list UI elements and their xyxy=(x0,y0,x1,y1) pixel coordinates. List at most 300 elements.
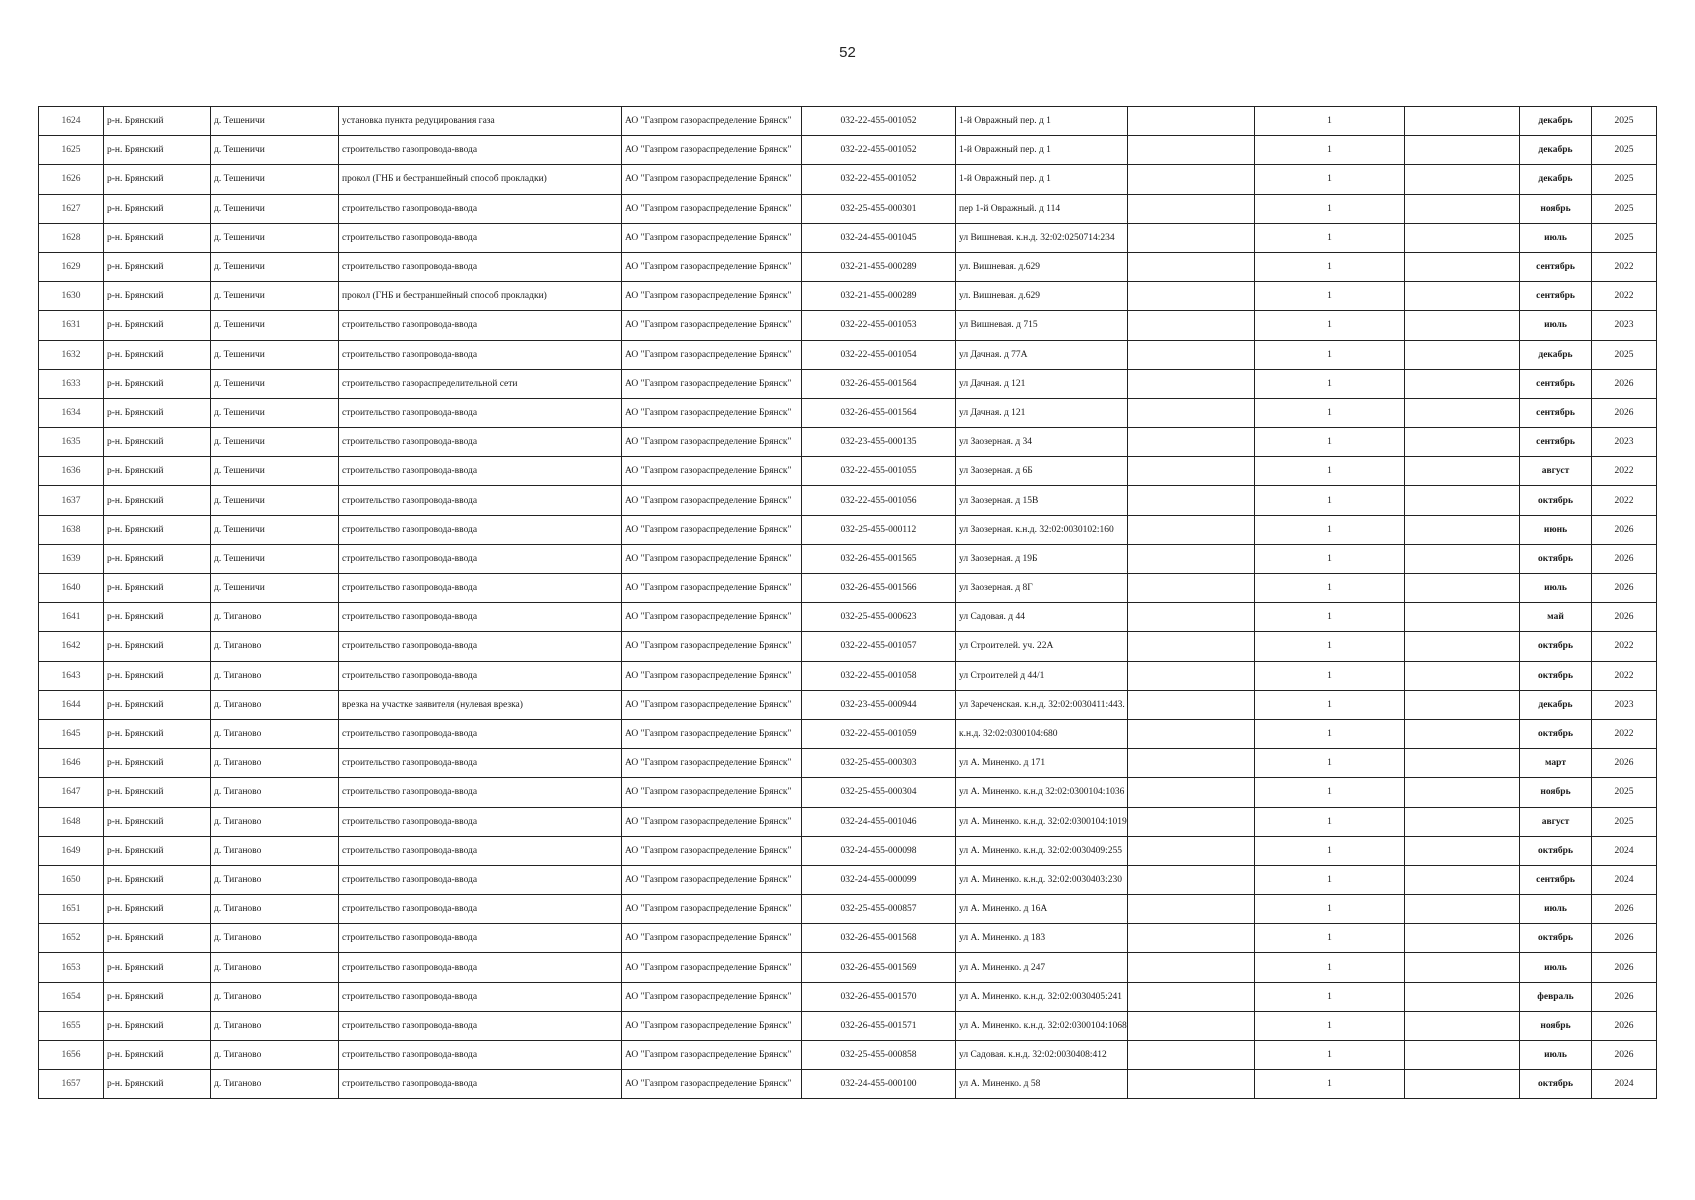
settlement-cell: д. Тиганово xyxy=(211,895,339,924)
settlement-cell: д. Тиганово xyxy=(211,836,339,865)
empty-cell xyxy=(1128,924,1255,953)
address-cell: ул Вишневая. к.н.д. 32:02:0250714:234 xyxy=(956,223,1128,252)
application-code-cell: 032-25-455-000858 xyxy=(802,1041,956,1070)
row-number: 1627 xyxy=(39,194,104,223)
empty-cell xyxy=(1405,603,1520,632)
empty-cell xyxy=(1405,369,1520,398)
settlement-cell: д. Тешеничи xyxy=(211,457,339,486)
empty-cell xyxy=(1128,1011,1255,1040)
empty-cell xyxy=(1405,282,1520,311)
address-cell: ул А. Миненко. к.н.д. 32:02:0300104:1019 xyxy=(956,807,1128,836)
district-cell: р-н. Брянский xyxy=(104,486,211,515)
empty-cell xyxy=(1128,194,1255,223)
work-type-cell: строительство газопровода-ввода xyxy=(339,311,622,340)
address-cell: ул Заозерная. д 6Б xyxy=(956,457,1128,486)
work-type-cell: строительство газопровода-ввода xyxy=(339,603,622,632)
settlement-cell: д. Тиганово xyxy=(211,719,339,748)
application-code-cell: 032-26-455-001570 xyxy=(802,982,956,1011)
year-cell: 2026 xyxy=(1592,953,1657,982)
quantity-cell: 1 xyxy=(1255,778,1405,807)
table-row xyxy=(39,223,1657,252)
quantity-cell: 1 xyxy=(1255,369,1405,398)
empty-cell xyxy=(1405,574,1520,603)
empty-cell xyxy=(1128,574,1255,603)
empty-cell xyxy=(1405,924,1520,953)
year-cell: 2026 xyxy=(1592,1041,1657,1070)
application-code-cell: 032-26-455-001566 xyxy=(802,574,956,603)
application-code-cell: 032-26-455-001568 xyxy=(802,924,956,953)
district-cell: р-н. Брянский xyxy=(104,544,211,573)
work-type-cell: строительство газопровода-ввода xyxy=(339,136,622,165)
work-type-cell: строительство газопровода-ввода xyxy=(339,252,622,281)
month-cell: декабрь xyxy=(1520,107,1592,136)
work-type-cell: строительство газопровода-ввода xyxy=(339,836,622,865)
quantity-cell: 1 xyxy=(1255,136,1405,165)
district-cell: р-н. Брянский xyxy=(104,749,211,778)
address-cell: ул. Вишневая. д.629 xyxy=(956,282,1128,311)
district-cell: р-н. Брянский xyxy=(104,836,211,865)
quantity-cell: 1 xyxy=(1255,603,1405,632)
settlement-cell: д. Тиганово xyxy=(211,1070,339,1099)
address-cell: ул Строителей д 44/1 xyxy=(956,661,1128,690)
row-number: 1642 xyxy=(39,632,104,661)
table-row xyxy=(39,457,1657,486)
empty-cell xyxy=(1128,340,1255,369)
application-code-cell: 032-23-455-000135 xyxy=(802,428,956,457)
quantity-cell: 1 xyxy=(1255,924,1405,953)
organization-cell: АО "Газпром газораспределение Брянск" xyxy=(622,136,802,165)
work-type-cell: строительство газопровода-ввода xyxy=(339,719,622,748)
district-cell: р-н. Брянский xyxy=(104,632,211,661)
district-cell: р-н. Брянский xyxy=(104,428,211,457)
work-type-cell: строительство газопровода-ввода xyxy=(339,661,622,690)
empty-cell xyxy=(1128,807,1255,836)
month-cell: октябрь xyxy=(1520,632,1592,661)
quantity-cell: 1 xyxy=(1255,428,1405,457)
year-cell: 2023 xyxy=(1592,690,1657,719)
empty-cell xyxy=(1405,778,1520,807)
row-number: 1637 xyxy=(39,486,104,515)
organization-cell: АО "Газпром газораспределение Брянск" xyxy=(622,223,802,252)
organization-cell: АО "Газпром газораспределение Брянск" xyxy=(622,924,802,953)
settlement-cell: д. Тешеничи xyxy=(211,428,339,457)
table-body xyxy=(39,107,1657,1099)
empty-cell xyxy=(1405,982,1520,1011)
empty-cell xyxy=(1405,486,1520,515)
settlement-cell: д. Тиганово xyxy=(211,953,339,982)
empty-cell xyxy=(1128,165,1255,194)
quantity-cell: 1 xyxy=(1255,515,1405,544)
row-number: 1654 xyxy=(39,982,104,1011)
empty-cell xyxy=(1405,457,1520,486)
district-cell: р-н. Брянский xyxy=(104,865,211,894)
address-cell: к.н.д. 32:02:0300104:680 xyxy=(956,719,1128,748)
month-cell: сентябрь xyxy=(1520,252,1592,281)
year-cell: 2026 xyxy=(1592,749,1657,778)
address-cell: ул А. Миненко. к.н.д. 32:02:0300104:1068 xyxy=(956,1011,1128,1040)
empty-cell xyxy=(1128,398,1255,427)
settlement-cell: д. Тиганово xyxy=(211,749,339,778)
quantity-cell: 1 xyxy=(1255,1011,1405,1040)
settlement-cell: д. Тешеничи xyxy=(211,223,339,252)
page-number: 52 xyxy=(839,44,856,61)
district-cell: р-н. Брянский xyxy=(104,252,211,281)
quantity-cell: 1 xyxy=(1255,223,1405,252)
month-cell: февраль xyxy=(1520,982,1592,1011)
empty-cell xyxy=(1128,865,1255,894)
empty-cell xyxy=(1405,807,1520,836)
empty-cell xyxy=(1405,340,1520,369)
settlement-cell: д. Тиганово xyxy=(211,778,339,807)
table-row xyxy=(39,836,1657,865)
quantity-cell: 1 xyxy=(1255,953,1405,982)
organization-cell: АО "Газпром газораспределение Брянск" xyxy=(622,574,802,603)
row-number: 1631 xyxy=(39,311,104,340)
settlement-cell: д. Тиганово xyxy=(211,661,339,690)
empty-cell xyxy=(1128,603,1255,632)
quantity-cell: 1 xyxy=(1255,632,1405,661)
organization-cell: АО "Газпром газораспределение Брянск" xyxy=(622,632,802,661)
year-cell: 2026 xyxy=(1592,603,1657,632)
empty-cell xyxy=(1405,719,1520,748)
row-number: 1625 xyxy=(39,136,104,165)
organization-cell: АО "Газпром газораспределение Брянск" xyxy=(622,194,802,223)
month-cell: октябрь xyxy=(1520,836,1592,865)
table-row xyxy=(39,778,1657,807)
row-number: 1651 xyxy=(39,895,104,924)
empty-cell xyxy=(1405,865,1520,894)
address-cell: 1-й Овражный пер. д 1 xyxy=(956,165,1128,194)
empty-cell xyxy=(1128,252,1255,281)
address-cell: 1-й Овражный пер. д 1 xyxy=(956,107,1128,136)
month-cell: декабрь xyxy=(1520,340,1592,369)
settlement-cell: д. Тешеничи xyxy=(211,136,339,165)
application-code-cell: 032-22-455-001058 xyxy=(802,661,956,690)
application-code-cell: 032-24-455-000098 xyxy=(802,836,956,865)
application-code-cell: 032-24-455-000099 xyxy=(802,865,956,894)
empty-cell xyxy=(1405,690,1520,719)
table-row xyxy=(39,252,1657,281)
application-code-cell: 032-26-455-001571 xyxy=(802,1011,956,1040)
year-cell: 2023 xyxy=(1592,428,1657,457)
row-number: 1656 xyxy=(39,1041,104,1070)
quantity-cell: 1 xyxy=(1255,282,1405,311)
empty-cell xyxy=(1405,398,1520,427)
quantity-cell: 1 xyxy=(1255,486,1405,515)
quantity-cell: 1 xyxy=(1255,252,1405,281)
row-number: 1629 xyxy=(39,252,104,281)
work-type-cell: установка пункта редуцирования газа xyxy=(339,107,622,136)
table-row xyxy=(39,749,1657,778)
year-cell: 2026 xyxy=(1592,544,1657,573)
month-cell: сентябрь xyxy=(1520,282,1592,311)
empty-cell xyxy=(1128,1070,1255,1099)
row-number: 1641 xyxy=(39,603,104,632)
settlement-cell: д. Тешеничи xyxy=(211,486,339,515)
organization-cell: АО "Газпром газораспределение Брянск" xyxy=(622,690,802,719)
organization-cell: АО "Газпром газораспределение Брянск" xyxy=(622,1070,802,1099)
application-code-cell: 032-23-455-000944 xyxy=(802,690,956,719)
district-cell: р-н. Брянский xyxy=(104,340,211,369)
year-cell: 2025 xyxy=(1592,107,1657,136)
organization-cell: АО "Газпром газораспределение Брянск" xyxy=(622,836,802,865)
quantity-cell: 1 xyxy=(1255,719,1405,748)
work-type-cell: строительство газопровода-ввода xyxy=(339,486,622,515)
organization-cell: АО "Газпром газораспределение Брянск" xyxy=(622,107,802,136)
application-code-cell: 032-22-455-001052 xyxy=(802,136,956,165)
district-cell: р-н. Брянский xyxy=(104,457,211,486)
empty-cell xyxy=(1128,369,1255,398)
empty-cell xyxy=(1405,428,1520,457)
quantity-cell: 1 xyxy=(1255,544,1405,573)
address-cell: ул Строителей. уч. 22А xyxy=(956,632,1128,661)
table-row xyxy=(39,515,1657,544)
application-code-cell: 032-24-455-000100 xyxy=(802,1070,956,1099)
organization-cell: АО "Газпром газораспределение Брянск" xyxy=(622,778,802,807)
work-type-cell: врезка на участке заявителя (нулевая врезка) xyxy=(339,690,622,719)
quantity-cell: 1 xyxy=(1255,398,1405,427)
row-number: 1653 xyxy=(39,953,104,982)
quantity-cell: 1 xyxy=(1255,311,1405,340)
district-cell: р-н. Брянский xyxy=(104,603,211,632)
empty-cell xyxy=(1405,107,1520,136)
application-code-cell: 032-25-455-000303 xyxy=(802,749,956,778)
month-cell: октябрь xyxy=(1520,719,1592,748)
month-cell: июль xyxy=(1520,895,1592,924)
month-cell: август xyxy=(1520,807,1592,836)
district-cell: р-н. Брянский xyxy=(104,311,211,340)
organization-cell: АО "Газпром газораспределение Брянск" xyxy=(622,1011,802,1040)
application-code-cell: 032-26-455-001569 xyxy=(802,953,956,982)
empty-cell xyxy=(1128,719,1255,748)
quantity-cell: 1 xyxy=(1255,457,1405,486)
district-cell: р-н. Брянский xyxy=(104,807,211,836)
organization-cell: АО "Газпром газораспределение Брянск" xyxy=(622,603,802,632)
address-cell: ул А. Миненко. д 247 xyxy=(956,953,1128,982)
empty-cell xyxy=(1128,953,1255,982)
row-number: 1630 xyxy=(39,282,104,311)
work-type-cell: строительство газопровода-ввода xyxy=(339,632,622,661)
year-cell: 2022 xyxy=(1592,282,1657,311)
row-number: 1624 xyxy=(39,107,104,136)
organization-cell: АО "Газпром газораспределение Брянск" xyxy=(622,865,802,894)
organization-cell: АО "Газпром газораспределение Брянск" xyxy=(622,895,802,924)
application-code-cell: 032-26-455-001564 xyxy=(802,398,956,427)
settlement-cell: д. Тиганово xyxy=(211,982,339,1011)
empty-cell xyxy=(1405,749,1520,778)
empty-cell xyxy=(1405,1041,1520,1070)
organization-cell: АО "Газпром газораспределение Брянск" xyxy=(622,661,802,690)
row-number: 1633 xyxy=(39,369,104,398)
row-number: 1657 xyxy=(39,1070,104,1099)
table-row xyxy=(39,1070,1657,1099)
district-cell: р-н. Брянский xyxy=(104,136,211,165)
empty-cell xyxy=(1405,223,1520,252)
quantity-cell: 1 xyxy=(1255,807,1405,836)
district-cell: р-н. Брянский xyxy=(104,369,211,398)
empty-cell xyxy=(1128,544,1255,573)
quantity-cell: 1 xyxy=(1255,836,1405,865)
empty-cell xyxy=(1405,136,1520,165)
settlement-cell: д. Тешеничи xyxy=(211,515,339,544)
empty-cell xyxy=(1405,632,1520,661)
table-row xyxy=(39,719,1657,748)
year-cell: 2026 xyxy=(1592,982,1657,1011)
quantity-cell: 1 xyxy=(1255,1070,1405,1099)
district-cell: р-н. Брянский xyxy=(104,719,211,748)
quantity-cell: 1 xyxy=(1255,690,1405,719)
work-type-cell: строительство газопровода-ввода xyxy=(339,924,622,953)
table-row xyxy=(39,369,1657,398)
year-cell: 2026 xyxy=(1592,515,1657,544)
empty-cell xyxy=(1128,457,1255,486)
work-type-cell: строительство газопровода-ввода xyxy=(339,749,622,778)
address-cell: ул Садовая. д 44 xyxy=(956,603,1128,632)
row-number: 1635 xyxy=(39,428,104,457)
empty-cell xyxy=(1128,836,1255,865)
application-code-cell: 032-24-455-001045 xyxy=(802,223,956,252)
year-cell: 2022 xyxy=(1592,252,1657,281)
table-row xyxy=(39,807,1657,836)
table-row xyxy=(39,661,1657,690)
table-row xyxy=(39,865,1657,894)
month-cell: декабрь xyxy=(1520,690,1592,719)
row-number: 1638 xyxy=(39,515,104,544)
year-cell: 2025 xyxy=(1592,340,1657,369)
address-cell: ул А. Миненко. к.н.д. 32:02:0030403:230 xyxy=(956,865,1128,894)
month-cell: ноябрь xyxy=(1520,194,1592,223)
month-cell: июль xyxy=(1520,311,1592,340)
quantity-cell: 1 xyxy=(1255,982,1405,1011)
settlement-cell: д. Тешеничи xyxy=(211,282,339,311)
application-code-cell: 032-22-455-001054 xyxy=(802,340,956,369)
empty-cell xyxy=(1405,895,1520,924)
quantity-cell: 1 xyxy=(1255,749,1405,778)
year-cell: 2022 xyxy=(1592,486,1657,515)
application-code-cell: 032-26-455-001564 xyxy=(802,369,956,398)
application-code-cell: 032-24-455-001046 xyxy=(802,807,956,836)
district-cell: р-н. Брянский xyxy=(104,778,211,807)
year-cell: 2025 xyxy=(1592,165,1657,194)
organization-cell: АО "Газпром газораспределение Брянск" xyxy=(622,311,802,340)
row-number: 1643 xyxy=(39,661,104,690)
year-cell: 2024 xyxy=(1592,1070,1657,1099)
table-row xyxy=(39,953,1657,982)
settlement-cell: д. Тиганово xyxy=(211,632,339,661)
application-code-cell: 032-22-455-001059 xyxy=(802,719,956,748)
settlement-cell: д. Тиганово xyxy=(211,1041,339,1070)
row-number: 1647 xyxy=(39,778,104,807)
work-type-cell: строительство газопровода-ввода xyxy=(339,1070,622,1099)
work-type-cell: строительство газораспределительной сети xyxy=(339,369,622,398)
address-cell: 1-й Овражный пер. д 1 xyxy=(956,136,1128,165)
district-cell: р-н. Брянский xyxy=(104,953,211,982)
settlement-cell: д. Тешеничи xyxy=(211,252,339,281)
work-type-cell: строительство газопровода-ввода xyxy=(339,807,622,836)
empty-cell xyxy=(1128,749,1255,778)
district-cell: р-н. Брянский xyxy=(104,661,211,690)
quantity-cell: 1 xyxy=(1255,340,1405,369)
application-code-cell: 032-25-455-000301 xyxy=(802,194,956,223)
address-cell: ул Дачная. д 121 xyxy=(956,369,1128,398)
month-cell: ноябрь xyxy=(1520,778,1592,807)
settlement-cell: д. Тешеничи xyxy=(211,398,339,427)
quantity-cell: 1 xyxy=(1255,574,1405,603)
empty-cell xyxy=(1128,136,1255,165)
district-cell: р-н. Брянский xyxy=(104,165,211,194)
application-code-cell: 032-25-455-000623 xyxy=(802,603,956,632)
organization-cell: АО "Газпром газораспределение Брянск" xyxy=(622,165,802,194)
work-type-cell: строительство газопровода-ввода xyxy=(339,223,622,252)
settlement-cell: д. Тиганово xyxy=(211,865,339,894)
organization-cell: АО "Газпром газораспределение Брянск" xyxy=(622,749,802,778)
address-cell: ул Заозерная. д 15В xyxy=(956,486,1128,515)
row-number: 1639 xyxy=(39,544,104,573)
organization-cell: АО "Газпром газораспределение Брянск" xyxy=(622,1041,802,1070)
organization-cell: АО "Газпром газораспределение Брянск" xyxy=(622,282,802,311)
quantity-cell: 1 xyxy=(1255,165,1405,194)
application-code-cell: 032-22-455-001055 xyxy=(802,457,956,486)
table-row xyxy=(39,982,1657,1011)
empty-cell xyxy=(1405,311,1520,340)
empty-cell xyxy=(1128,515,1255,544)
year-cell: 2025 xyxy=(1592,223,1657,252)
address-cell: ул А. Миненко. д 16А xyxy=(956,895,1128,924)
address-cell: ул А. Миненко. д 58 xyxy=(956,1070,1128,1099)
application-code-cell: 032-22-455-001056 xyxy=(802,486,956,515)
month-cell: июль xyxy=(1520,953,1592,982)
empty-cell xyxy=(1405,544,1520,573)
row-number: 1640 xyxy=(39,574,104,603)
table-row xyxy=(39,486,1657,515)
year-cell: 2026 xyxy=(1592,398,1657,427)
empty-cell xyxy=(1405,252,1520,281)
year-cell: 2026 xyxy=(1592,574,1657,603)
year-cell: 2025 xyxy=(1592,807,1657,836)
year-cell: 2024 xyxy=(1592,865,1657,894)
settlement-cell: д. Тешеничи xyxy=(211,194,339,223)
row-number: 1644 xyxy=(39,690,104,719)
organization-cell: АО "Газпром газораспределение Брянск" xyxy=(622,369,802,398)
row-number: 1655 xyxy=(39,1011,104,1040)
month-cell: декабрь xyxy=(1520,165,1592,194)
application-code-cell: 032-22-455-001052 xyxy=(802,165,956,194)
application-code-cell: 032-25-455-000304 xyxy=(802,778,956,807)
year-cell: 2024 xyxy=(1592,836,1657,865)
address-cell: ул А. Миненко. д 171 xyxy=(956,749,1128,778)
settlement-cell: д. Тешеничи xyxy=(211,544,339,573)
table-row xyxy=(39,340,1657,369)
settlement-cell: д. Тешеничи xyxy=(211,340,339,369)
empty-cell xyxy=(1405,194,1520,223)
organization-cell: АО "Газпром газораспределение Брянск" xyxy=(622,252,802,281)
settlement-cell: д. Тешеничи xyxy=(211,107,339,136)
district-cell: р-н. Брянский xyxy=(104,1041,211,1070)
empty-cell xyxy=(1128,107,1255,136)
table-row xyxy=(39,1011,1657,1040)
settlement-cell: д. Тешеничи xyxy=(211,574,339,603)
work-type-cell: строительство газопровода-ввода xyxy=(339,865,622,894)
address-cell: ул Заозерная. д 8Г xyxy=(956,574,1128,603)
month-cell: июль xyxy=(1520,1041,1592,1070)
row-number: 1628 xyxy=(39,223,104,252)
empty-cell xyxy=(1128,223,1255,252)
row-number: 1652 xyxy=(39,924,104,953)
settlement-cell: д. Тиганово xyxy=(211,807,339,836)
row-number: 1636 xyxy=(39,457,104,486)
month-cell: октябрь xyxy=(1520,924,1592,953)
district-cell: р-н. Брянский xyxy=(104,194,211,223)
